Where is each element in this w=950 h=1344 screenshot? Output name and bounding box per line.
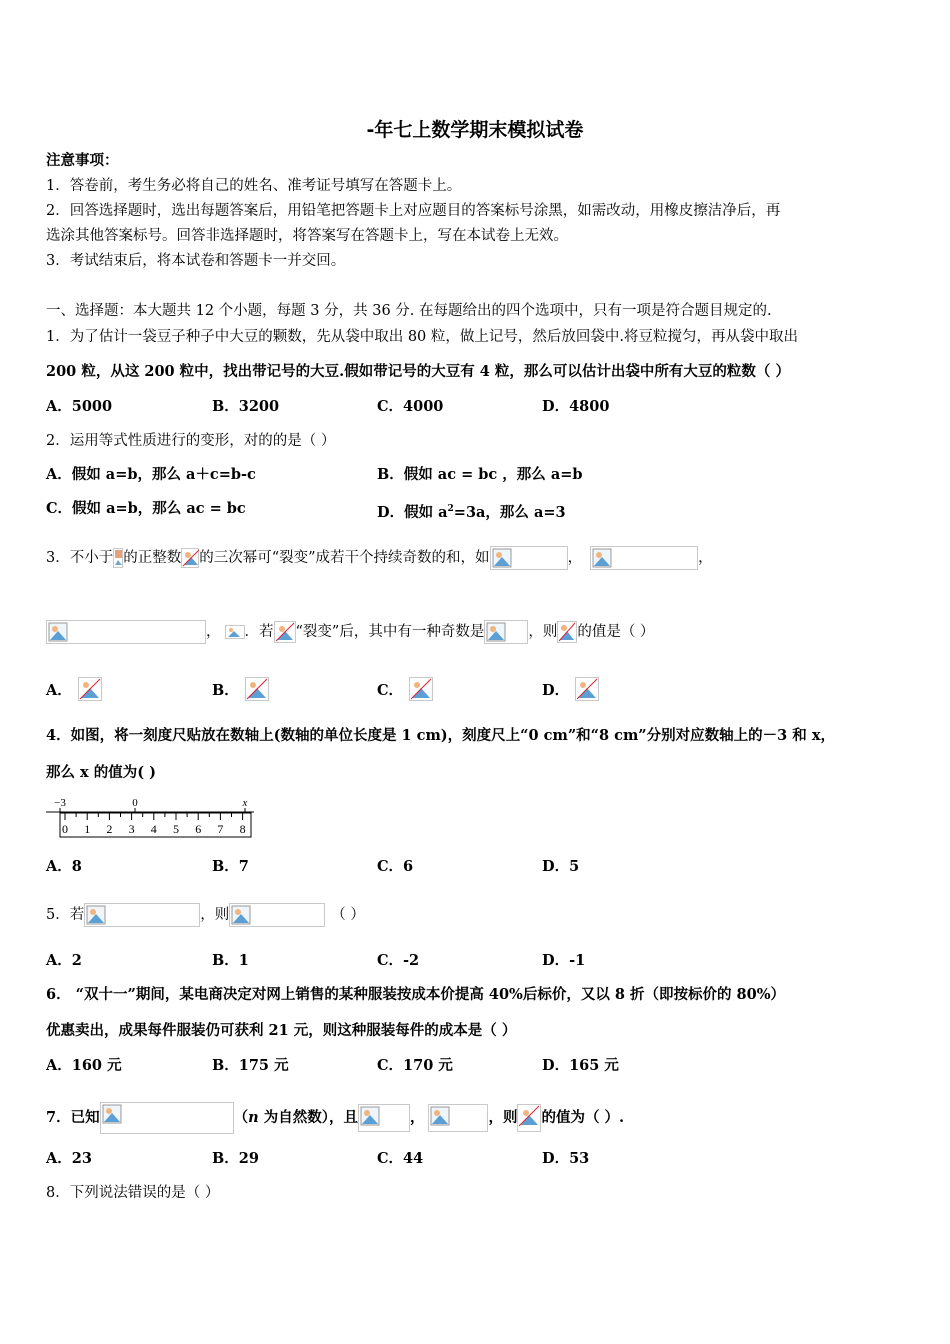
ruler-tick-label: 3 [128,822,135,836]
q6-option-d: D．165 元 [542,1057,619,1074]
section-heading: 一、选择题：本大题共 12 个小题，每题 3 分，共 36 分. 在每题给出的四个选项中，只有一项是符合题目规定的. [46,303,772,319]
q2-option-d: D．假如 $a^2=3a$，那么 a=3 [377,503,566,521]
ruler-tick-label: 1 [84,822,91,836]
question-4-stem-cont: 那么 x 的值为( ) [46,764,157,781]
formula-image-icon [590,546,698,570]
q6-option-a: A．160 元 [46,1057,122,1074]
notice-item: 3．考试结束后，将本试卷和答题卡一并交回。 [46,253,346,269]
q1-option-d: D．4800 [542,398,610,415]
notice-item: 1．答卷前，考生务必将自己的姓名、准考证号填写在答题卡上。 [46,178,462,194]
question-6-stem-cont: 优惠卖出，成果每件服装仍可获利 21 元，则这种服装每件的成本是（ ） [46,1022,517,1039]
question-5-stem: 5．若 ，则 （ ） [46,903,365,927]
question-7-stem: 7．已知 （n 为自然数），且 ， ，则 的值为（ ）. [46,1102,624,1134]
q7-option-b: B．29 [212,1150,259,1167]
ruler-tick-label: 0 [62,822,68,836]
formula-image-icon [557,621,577,643]
notice-heading: 注意事项： [46,152,119,169]
q3-option-a: A． [46,677,102,701]
q4-option-b: B．7 [212,858,249,875]
ruler-tick-label: 5 [173,822,179,836]
formula-image-icon [484,620,528,644]
formula-image-icon [358,1104,410,1132]
question-2-stem: 2．运用等式性质进行的变形，对的的是（ ） [46,433,336,449]
ruler-tick-label: 2 [106,822,113,836]
question-3-stem: 3．不小于 的正整数 的三次幂可“裂变”成若干个持续奇数的和，如 ， ， [46,546,713,570]
q2-option-c: C．假如 a=b，那么 ac = bc [46,500,246,517]
axis-label: −3 [54,797,66,809]
question-4-stem: 4．如图，将一刻度尺贴放在数轴上(数轴的单位长度是 1 cm)，刻度尺上“0 cm”和“8 cm”分别对应数轴上的－3 和 x， [46,727,835,744]
q4-option-c: C．6 [377,858,414,875]
formula-image-icon [113,548,123,568]
q1-option-b: B．3200 [212,398,280,415]
formula-image-icon [46,620,206,644]
q4-option-d: D．5 [542,858,580,875]
page-title: -年七上数学期末模拟试卷 [366,119,584,141]
ruler-tick-label: 6 [195,822,202,836]
formula-image-icon [409,677,433,701]
q3-option-b: B． [212,677,269,701]
q4-option-a: A．8 [46,858,82,875]
formula-image-icon [428,1104,488,1132]
q6-option-c: C．170 元 [377,1057,453,1074]
formula-image-icon [78,677,102,701]
formula-image-icon [229,903,325,927]
axis-label: x [242,797,248,809]
formula-image-icon [225,625,245,639]
question-8-stem: 8．下列说法错误的是（ ） [46,1185,220,1201]
question-1-stem-cont: 200 粒，从这 200 粒中，找出带记号的大豆.假如带记号的大豆有 4 粒，那么可以估计出袋中所有大豆的粒数（ ） [46,363,790,380]
q5-option-b: B．1 [212,952,249,969]
formula-image-icon [517,1104,541,1132]
formula-image-icon [490,546,568,570]
formula-image-icon [100,1102,234,1134]
q3-option-d: D． [542,677,599,701]
ruler-number-line-figure [44,796,256,840]
q7-option-d: D．53 [542,1150,590,1167]
question-6-stem: 6． “双十一”期间，某电商决定对网上销售的某种服装按成本价提高 40%后标价，又以 8 折（即按标价的 80%） [46,986,786,1003]
formula-image-icon [84,903,200,927]
q5-option-d: D．-1 [542,952,586,969]
q1-option-c: C．4000 [377,398,444,415]
q7-option-c: C．44 [377,1150,424,1167]
formula-image-icon [245,677,269,701]
q7-option-a: A．23 [46,1150,92,1167]
ruler-tick-label: 4 [150,822,157,836]
q3-option-c: C． [377,677,433,701]
q5-option-c: C．-2 [377,952,420,969]
q2-option-a: A．假如 a=b，那么 a＋c=b-c [46,466,256,483]
axis-label: 0 [132,797,138,809]
q2-option-b: B．假如 ac = bc ，那么 a=b [377,466,583,483]
notice-item: 选涂其他答案标号。回答非选择题时，将答案写在答题卡上，写在本试卷上无效。 [46,228,568,244]
ruler-tick-label: 8 [239,822,246,836]
question-3-stem-cont: ， ．若 “裂变”后，其中有一种奇数是 ，则 的值是（ ） [46,620,654,644]
q6-option-b: B．175 元 [212,1057,289,1074]
ruler-tick-label: 7 [217,822,224,836]
q5-option-a: A．2 [46,952,82,969]
question-1-stem: 1．为了估计一袋豆子种子中大豆的颗数，先从袋中取出 80 粒，做上记号，然后放回袋中.将豆粒搅匀，再从袋中取出 [46,329,798,345]
formula-image-icon [575,677,599,701]
formula-image-icon [181,548,199,568]
q1-option-a: A．5000 [46,398,113,415]
notice-item: 2．回答选择题时，选出每题答案后，用铅笔把答题卡上对应题目的答案标号涂黑，如需改动，用橡皮擦洁净后，再 [46,203,781,219]
formula-image-icon [274,621,296,643]
